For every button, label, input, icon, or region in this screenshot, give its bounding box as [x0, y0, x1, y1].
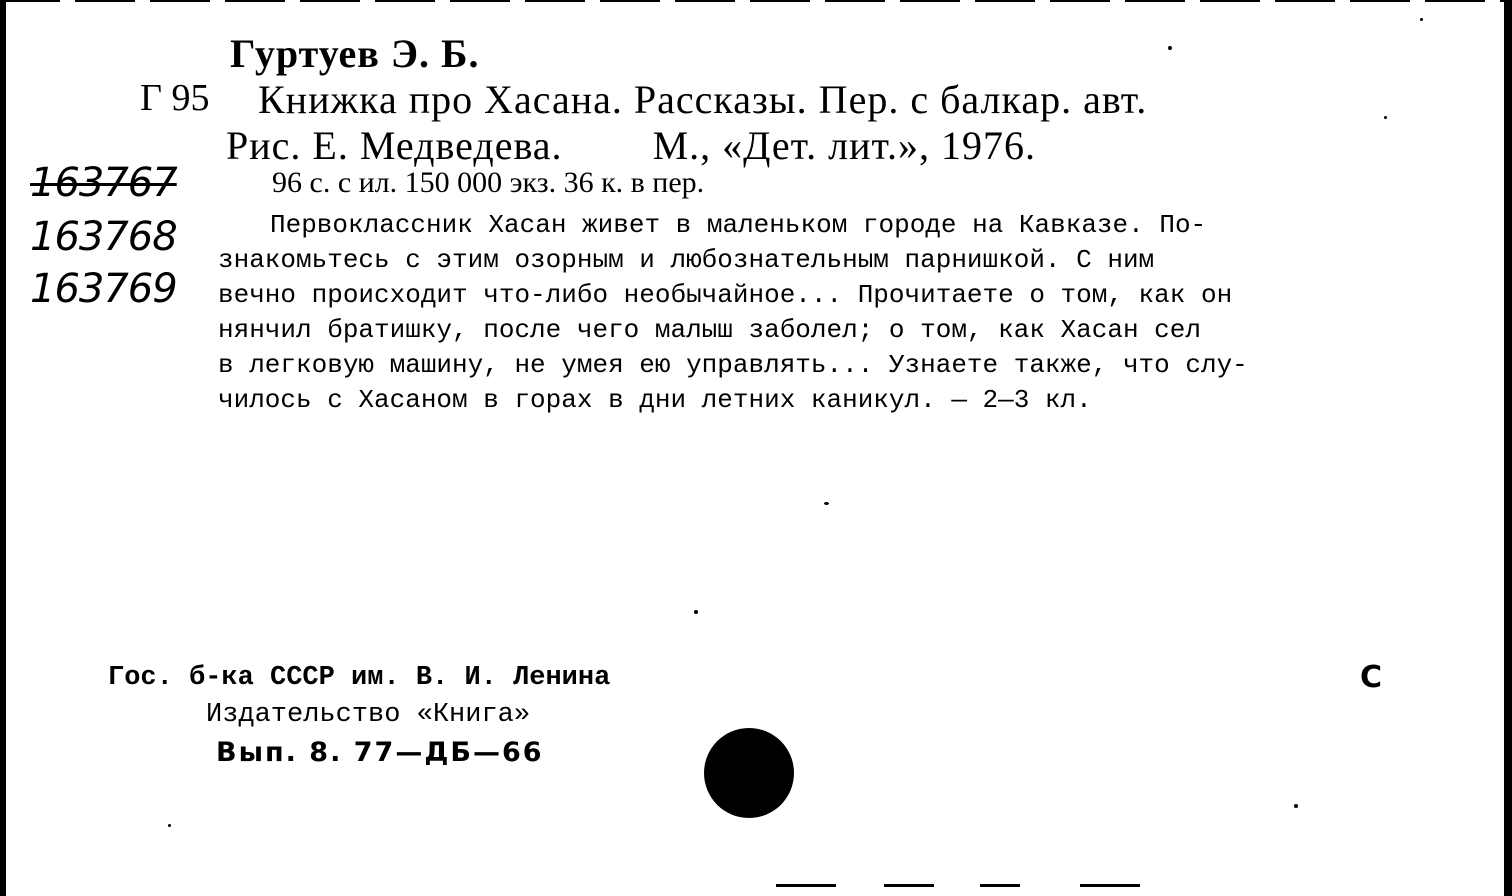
- library-name: Гос. б-ка СССР им. В. И. Ленина: [108, 663, 611, 693]
- physical-description: 96 с. с ил. 150 000 экз. 36 к. в пер.: [272, 166, 705, 199]
- scan-speck: [1294, 804, 1298, 808]
- scan-speck: [1384, 116, 1387, 119]
- annotation-text: [218, 208, 1388, 418]
- scan-speck: [694, 610, 698, 614]
- annotation-line: нянчил братишку, после чего малыш заболел; о том, как Хасан сел: [218, 315, 1201, 345]
- scan-artifact: [884, 884, 934, 887]
- title-continuation: [226, 122, 1036, 169]
- annotation-line: в легковую машину, не умея ею управлять... Узнаете также, что слу-: [218, 350, 1248, 380]
- scan-speck: [1420, 18, 1423, 21]
- annotation-line: вечно происходит что-либо необычайное... Прочитаете о том, как он: [218, 280, 1233, 310]
- scan-artifact: [776, 884, 836, 887]
- card-right-edge: [1504, 0, 1512, 896]
- card-left-edge: [0, 0, 6, 896]
- publication-info: М., «Дет. лит.», 1976.: [652, 123, 1036, 168]
- annotation-line: Первоклассник Хасан живет в маленьком городе на Кавказе. По-: [270, 210, 1207, 240]
- scan-speck: [824, 502, 829, 505]
- card-top-edge: [0, 0, 1512, 2]
- author-heading: Гуртуев Э. Б.: [230, 31, 480, 76]
- inventory-number: 163769: [30, 266, 177, 312]
- issue-code: Вып. 8. 77—ДБ—66: [216, 737, 544, 768]
- title-line: Книжка про Хасана. Рассказы. Пер. с балкар. авт.: [258, 77, 1148, 122]
- annotation-line: знакомьтесь с этим озорным и любознательным парнишкой. С ним: [218, 245, 1155, 275]
- scan-artifact: [1080, 884, 1140, 887]
- annotation-line: чилось с Хасаном в горах в дни летних каникул. — 2—3 кл.: [218, 385, 1092, 415]
- corner-mark: С: [1360, 660, 1383, 695]
- scan-speck: [168, 824, 171, 827]
- inventory-number: 163768: [30, 214, 177, 260]
- punch-hole: [704, 728, 794, 818]
- inventory-number-crossed: 163767: [30, 160, 177, 206]
- call-number: Г 95: [140, 77, 210, 119]
- illustrator-note: Рис. Е. Медведева.: [226, 123, 563, 168]
- scan-artifact: [980, 884, 1020, 887]
- scan-speck: [1168, 46, 1172, 50]
- publisher-name: Издательство «Книга»: [206, 700, 531, 730]
- card-footer: [108, 660, 610, 771]
